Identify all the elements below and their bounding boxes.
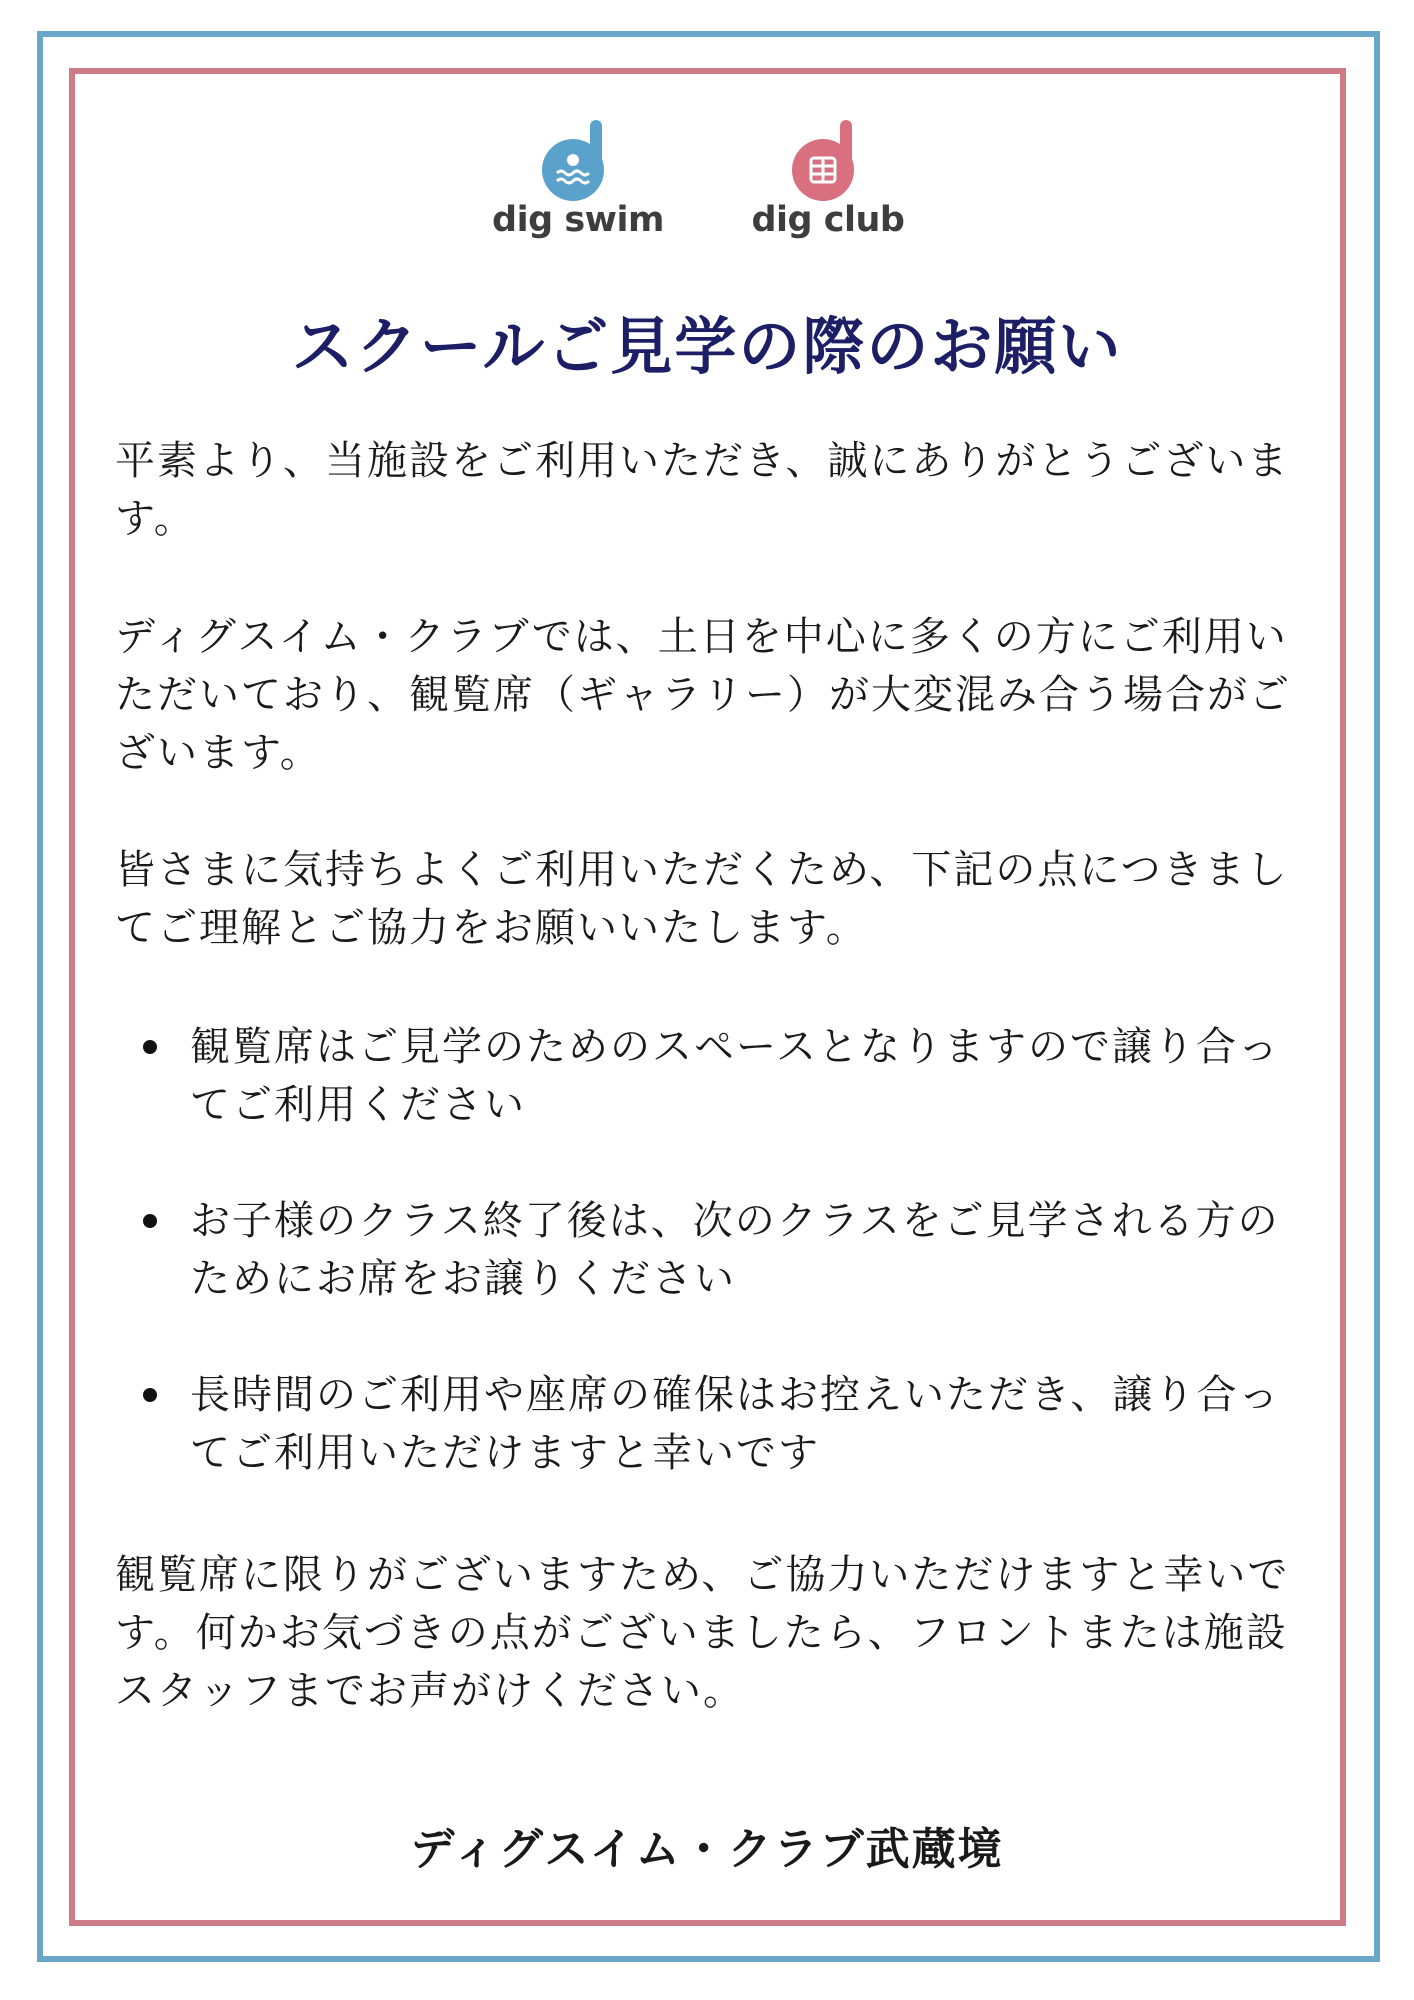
swim-logo-text: dig swim: [492, 200, 664, 240]
dig-club-logo: [718, 118, 938, 248]
list-item: [135, 1366, 1295, 1482]
notice-title: スクールご見学の際のお願い: [291, 310, 1123, 383]
request-paragraph: 皆さまに気持ちよくご利用いただくため、下記の点につきましてご理解とご協力をお願いいたします。: [115, 847, 1289, 951]
swim-drop-icon: [533, 118, 623, 208]
crowded-paragraph: ディグスイム・クラブでは、土日を中心に多くの方にご利用いただいており、観覧席（ギャラリー）が大変混み合う場合がございます。: [115, 614, 1291, 776]
intro-paragraph: 平素より、当施設をご利用いただき、誠にありがとうございます。: [115, 438, 1290, 542]
closing-paragraph: 観覧席に限りがございますため、ご協力いただけますと幸いです。何かお気づきの点がございましたら、フロントまたは施設スタッフまでお声がけください。: [115, 1552, 1290, 1714]
club-logo-text: dig club: [751, 200, 905, 240]
list-item-text: 長時間のご利用や座席の確保はお控えいただき、譲り合ってご利用いただけますと幸いです: [190, 1372, 1281, 1476]
request-list: [135, 1018, 1295, 1540]
bullet-icon: [143, 1214, 157, 1228]
logo-row: [0, 118, 1414, 248]
list-item-text: お子様のクラス終了後は、次のクラスをご見学される方のためにお席をお譲りください: [190, 1198, 1280, 1302]
list-item: [135, 1018, 1295, 1134]
list-item: [135, 1192, 1295, 1308]
club-drop-icon: [783, 118, 873, 208]
list-item-text: 観覧席はご見学のためのスペースとなりますので譲り合ってご利用ください: [190, 1024, 1280, 1128]
facility-signature: ディグスイム・クラブ武蔵境: [410, 1824, 1004, 1875]
bullet-icon: [143, 1388, 157, 1402]
bullet-icon: [143, 1040, 157, 1054]
dig-swim-logo: [468, 118, 688, 248]
